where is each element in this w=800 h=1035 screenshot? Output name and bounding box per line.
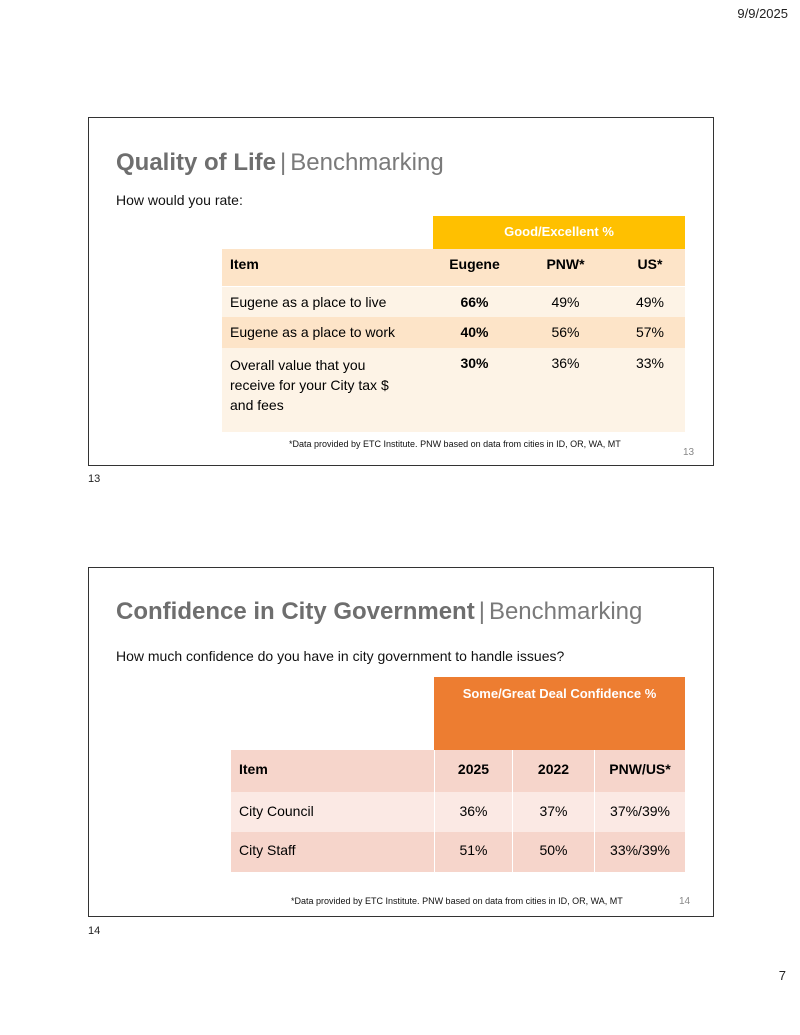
slide-quality-of-life (88, 117, 714, 466)
col-header-pnw-us: PNW/US* (594, 750, 685, 792)
table-cell-us: 57% (615, 317, 685, 348)
group-header-confidence: Some/Great Deal Confidence % (434, 677, 685, 750)
col-header-pnw: PNW* (516, 249, 615, 286)
table-cell-pnw-us: 37%/39% (594, 792, 685, 832)
table-cell-2025: 51% (434, 832, 512, 872)
page-number: 7 (778, 968, 786, 983)
slide-number: 13 (683, 447, 695, 458)
footnote: *Data provided by ETC Institute. PNW based on data from cities in ID, OR, WA, MT (291, 896, 623, 906)
table-cell-us: 49% (615, 286, 685, 317)
title-bold: Confidence in City Government (116, 598, 475, 625)
title-rest: Benchmarking (290, 149, 444, 176)
print-date: 9/9/2025 (737, 6, 788, 21)
slide-subtitle: How would you rate: (116, 192, 243, 208)
table-row-item: Eugene as a place to live (222, 286, 433, 317)
slide-subtitle: How much confidence do you have in city government to handle issues? (116, 648, 565, 664)
col-header-item: Item (231, 750, 434, 792)
table-cell-eugene: 40% (433, 317, 516, 348)
footnote: *Data provided by ETC Institute. PNW based on data from cities in ID, OR, WA, MT (289, 439, 621, 449)
table-cell-eugene: 30% (433, 348, 516, 432)
table-cell-2022: 50% (512, 832, 594, 872)
title-bold: Quality of Life (116, 149, 277, 176)
table-cell-pnw-us: 33%/39% (594, 832, 685, 872)
table-cell-2022: 37% (512, 792, 594, 832)
slide-title (116, 598, 642, 626)
title-separator: | (478, 598, 485, 625)
table-row-item: City Council (231, 792, 434, 832)
title-separator: | (280, 149, 287, 176)
slide-number: 14 (679, 896, 691, 907)
group-header-good-excellent: Good/Excellent % (433, 216, 685, 249)
col-header-2025: 2025 (434, 750, 512, 792)
col-header-2022: 2022 (512, 750, 594, 792)
slide-confidence-city-government (88, 567, 714, 917)
table-cell-2025: 36% (434, 792, 512, 832)
table-cell-us: 33% (615, 348, 685, 432)
title-rest: Benchmarking (488, 598, 643, 625)
col-header-item: Item (222, 249, 433, 286)
slide-label: 14 (88, 925, 101, 937)
col-header-eugene: Eugene (433, 249, 516, 286)
slide-title (116, 149, 444, 177)
table-row-item: City Staff (231, 832, 434, 872)
table-cell-pnw: 36% (516, 348, 615, 432)
table-cell-eugene: 66% (433, 286, 516, 317)
table-cell-pnw: 56% (516, 317, 615, 348)
table-cell-pnw: 49% (516, 286, 615, 317)
slide-label: 13 (88, 473, 101, 485)
table-row-item: Overall value that you receive for your City tax $ and fees (222, 348, 433, 432)
col-header-us: US* (615, 249, 685, 286)
table-row-item: Eugene as a place to work (222, 317, 433, 348)
